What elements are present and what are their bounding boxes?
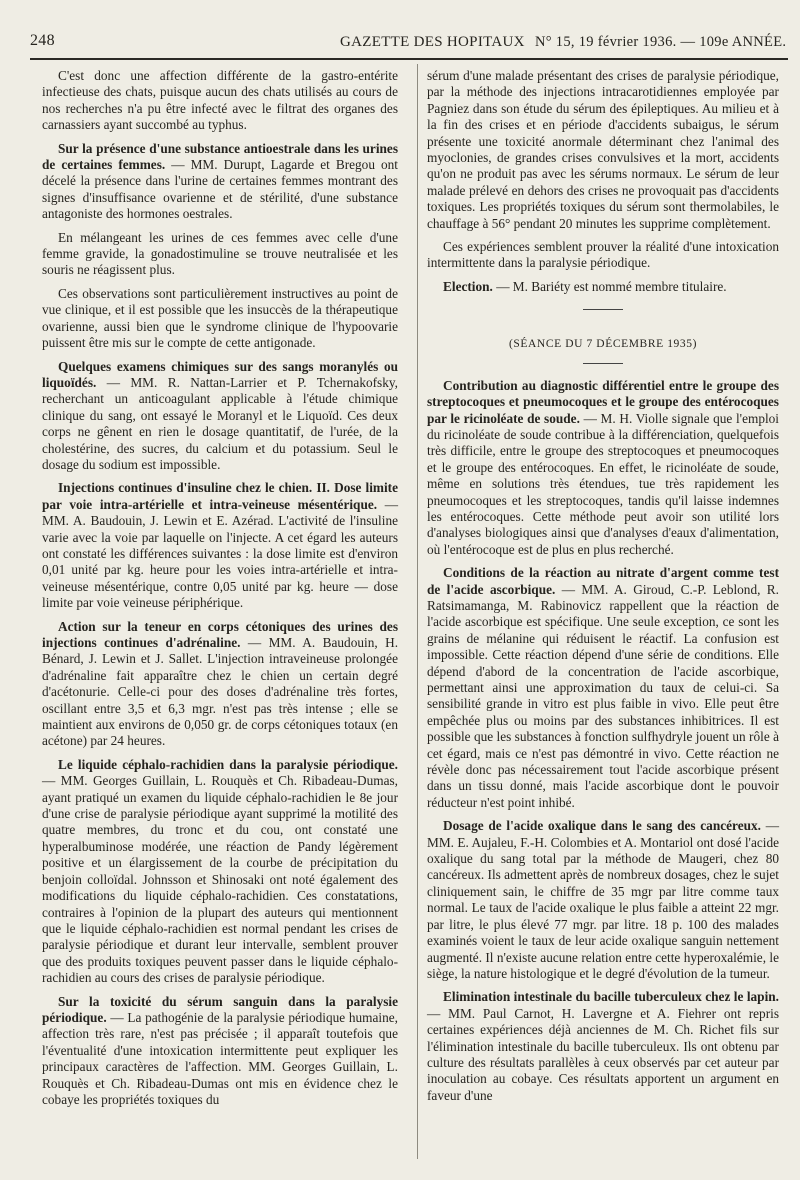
header-rule: [30, 58, 788, 60]
article-text: — MM. A. Baudouin, H. Bénard, J. Lewin et J. Sallet. L'injection intraveineuse prolongée d'adrénaline fait apparaître chez le chien un certain degré d'acétonurie. Celle-ci pour des doses d'adrénaline très fortes, oscillant entre 3,5 et 6,3 mgr. n'est pas très intense ; elle se maintient aux environs de 0,050 gr. de corps cétoniques totaux (en acétone) par 24 heures.: [42, 635, 399, 749]
article-title: Le liquide céphalo-rachidien dans la paralysie périodique.: [58, 756, 398, 772]
article-bacille-tuberculeux: [427, 989, 779, 1104]
section-rule: [583, 309, 623, 310]
article-title: Sur la toxicité du sérum sanguin dans la paralysie périodique.: [42, 993, 398, 1025]
section-rule: [583, 363, 623, 364]
seance-heading: (SÉANCE DU 7 DÉCEMBRE 1935): [508, 338, 698, 351]
article-title: Action sur la teneur en corps cétoniques des urines des injections continues d'adrénaline.: [42, 618, 398, 650]
paragraph: Ces observations sont particulièrement instructives au point de vue clinique, et il est possible que les insuccès de la thérapeutique ovarienne, aussi bien que le syndrome clinique de l'hypoovarie puissent être mis sur le compte de cette antigonade.: [42, 285, 398, 351]
paragraph: Ces expériences semblent prouver la réalité d'une intoxication intermittente dans la paralysie périodique.: [427, 239, 779, 271]
article-moranyl: [42, 359, 398, 474]
article-text: — MM. Georges Guillain, L. Rouquès et Ch. Ribadeau-Dumas, ayant pratiqué un examen du liquide céphalo-rachidien le 8e jour d'une crise de paralysie périodique ayant supprimé la motilité des quatre membres, du tronc et du cou, ont constaté une hyperalbuminose modérée, une réaction de Pandy légèrement positive et un élargissement de la courbe de précipitation du benjoin colloïdal. Johnsson et Shinosaki ont noté également des modifications du liquide céphalo-rachidien. Ces constatations, contraires à l'opinion de la plupart des auteurs qui mentionnent que le liquide céphalo-rachidien est normal pendant les crises de paralysie périodique et durant leur intervalle, semblent prouver que des produits toxiques peuvent passer dans le liquide céphalo-rachidien au cours des crises de paralysie périodique.: [42, 773, 398, 986]
article-text: — MM. A. Giroud, C.-P. Leblond, R. Ratsimamanga, M. Rabinovicz rappellent que la réaction de l'acide ascorbique est spécifique. Une seule exception, ce sont les grains de mélanine qui réduisent le réactif. La confusion est impossible. Cette réaction dépend d'une série de conditions. Elle dépend d'abord de la concentration de l'acide ascorbique, permettant ainsi une approximation du taux de celui-ci. Sa sensibilité grande in vitro est plus faible in vivo. Elle peut être empêchée plus ou moins par des substances inhibitrices. Il est possible que les substances à fonction sulfhydryle jouent un rôle à cet égard, mais ce n'est pas démontré in vivo. Cette réaction ne révèle donc pas nécessairement tout l'acide ascorbique présent dans un tissu donné, mais l'acide ascorbique dont le pouvoir réducteur n'est point inhibé.: [427, 581, 779, 810]
article-antioestral: [42, 141, 398, 223]
article-text: — M. H. Violle signale que l'emploi du ricinoléate de soude contribue à la différenciation, quelquefois très difficile, entre le groupe des streptocoques et pneumocoques et le groupe des entérocoques. En effet, le ricinoléate de soude, même en solutions très étendues, tue très rapidement les pneumocoques et les streptocoques, tandis qu'il laisse indemnes les entérocoques. Cette méthode peut avoir son utilité lors d'analyses biologiques ainsi que d'analyses d'eaux d'alimentation, où l'entérocoque est de plus en plus recherché.: [427, 410, 780, 557]
article-text: — MM. Durupt, Lagarde et Bregou ont décelé la présence dans l'urine de certaines femmes montrant des signes d'insuffisance ovarienne et de stérilité, d'une substance antagoniste des hormones oestrales.: [42, 157, 399, 222]
article-title: Quelques examens chimiques sur des sangs moranylés ou liquoïdés.: [42, 358, 398, 390]
article-title: Election.: [443, 278, 493, 294]
article-text: — MM. Paul Carnot, H. Lavergne et A. Fiehrer ont repris certaines expériences déjà anciennes de M. Ch. Richet fils sur l'élimination intestinale du bacille tuberculeux. Ils ont obtenu par culture des résultats parallèles à ceux observés par cet auteur par inoculation au cobaye. Ces résultats apportent un argument en faveur d'une: [427, 1005, 779, 1103]
article-title: Contribution au diagnostic différentiel entre le groupe des streptocoques et pneumocoques et le groupe des entérocoques par le ricinoléate de soude.: [427, 377, 779, 426]
left-column: [42, 68, 398, 1115]
column-divider: [417, 64, 418, 1159]
paragraph: En mélangeant les urines de ces femmes avec celle d'une femme gravide, la gonadostimuline se trouve neutralisée et les souris ne réagissent plus.: [42, 229, 398, 278]
issue-info: N° 15, 19 février 1936. — 109e ANNÉE.: [535, 34, 787, 50]
article-insuline: [42, 480, 398, 611]
article-adrenaline: [42, 619, 398, 750]
right-column: [427, 68, 779, 1111]
article-acide-oxalique: [427, 818, 779, 982]
article-text: — MM. E. Aujaleu, F.-H. Colombies et A. Montariol ont dosé l'acide oxalique du sang total par la méthode de Maugeri, chez 80 cancéreux. Ils admettent après de nombreux dosages, chez le sujet cliniquement sain, le chiffre de 35 mgr par litre comme taux normal. Le taux de l'acide oxalique le plus faible a atteint 22 mgr. par litre, le plus élevé 77 mgr. par litre. 18 p. 100 des malades examinés voient le taux de leur acide oxalique sanguin nettement augmenté. Il n'existe aucune relation entre cette hyperoxalémie, le siège, la nature histologique et le degré d'évolution de la tumeur.: [427, 818, 779, 981]
article-text: — La pathogénie de la paralysie périodique humaine, affection très rare, n'est pas précisée ; il apparaît toutefois que l'éventualité d'une intoxication intermittente peut expliquer les principaux caractères de l'affection. MM. Georges Guillain, L. Rouquès et Ch. Ribadeau-Dumas ont mis en évidence chez le cobaye les propriétés toxiques du: [42, 1009, 398, 1107]
article-nitrate-argent: [427, 565, 779, 811]
page-header: [30, 30, 790, 58]
journal-title: GAZETTE DES HOPITAUX: [340, 34, 525, 50]
article-title: Dosage de l'acide oxalique dans le sang des cancéreux.: [443, 818, 761, 834]
page-number: 248: [30, 32, 55, 49]
article-election: [427, 279, 779, 295]
article-ricinoleate: [427, 378, 779, 558]
article-title: Elimination intestinale du bacille tuberculeux chez le lapin.: [443, 989, 779, 1005]
article-title: Conditions de la réaction au nitrate d'argent comme test de l'acide ascorbique.: [427, 565, 779, 597]
article-liquide-cephalo: [42, 757, 398, 987]
article-text: — MM. A. Baudouin, J. Lewin et E. Azérad. L'activité de l'insuline varie avec la voie par laquelle on l'injecte. A cet égard les auteurs ont constaté les différences suivantes : la dose limite est d'environ 0,01 unité par kg. heure pour les voies intra-artérielle et intra-veineuse mésentérique, contre 0,05 unité par kg. heure — dose limite par voie veineuse périphérique.: [42, 496, 398, 611]
continued-paragraph: sérum d'une malade présentant des crises de paralysie périodique, par la méthode des injections intracarotidiennes employée par Pagniez dans son étude du sérum des épileptiques. Au milieu et à la fin des crises et en période d'accidents subaigus, le sérum présente une toxicité anormale déterminant chez l'animal des myoclonies, de grandes crises convulsives et la mort, accidents qu'on ne produit pas avec les sérums normaux. Le sérum de leur malade prélevé en dehors des crises ne provoquait pas d'accidents toxiques. Les propriétés toxiques du sérum sont thermolabiles, le chauffage à 56° pendant 20 minutes les supprime complètement.: [427, 68, 779, 231]
article-toxicite-serum: [42, 994, 398, 1109]
article-text: — M. Bariéty est nommé membre titulaire.: [496, 278, 727, 294]
article-title: Sur la présence d'une substance antioestrale dans les urines de certaines femmes.: [42, 140, 398, 173]
intro-paragraph: C'est donc une affection différente de la gastro-entérite infectieuse des chats, puisque aucun des chats utilisés au cours de nos recherches n'a pu être infecté avec le filtrat des organes des carnassiers ayant succombé au typhus.: [42, 68, 398, 133]
article-title: Injections continues d'insuline chez le chien. II. Dose limite par voie intra-artérielle et intra-veineuse mésentérique.: [42, 480, 398, 512]
article-text: — MM. R. Nattan-Larrier et P. Tchernakofsky, recherchant un anticoagulant applicable à l'étude chimique clinique du sang, ont essayé le Moranyl et le Liquoïd. Ces deux corps ne gênent en rien le dosage quantitatif, de l'urée, de la cholestérine, des sucres, du calcium et du potassium. Seul le dosage du sodium est impossible.: [42, 374, 398, 472]
